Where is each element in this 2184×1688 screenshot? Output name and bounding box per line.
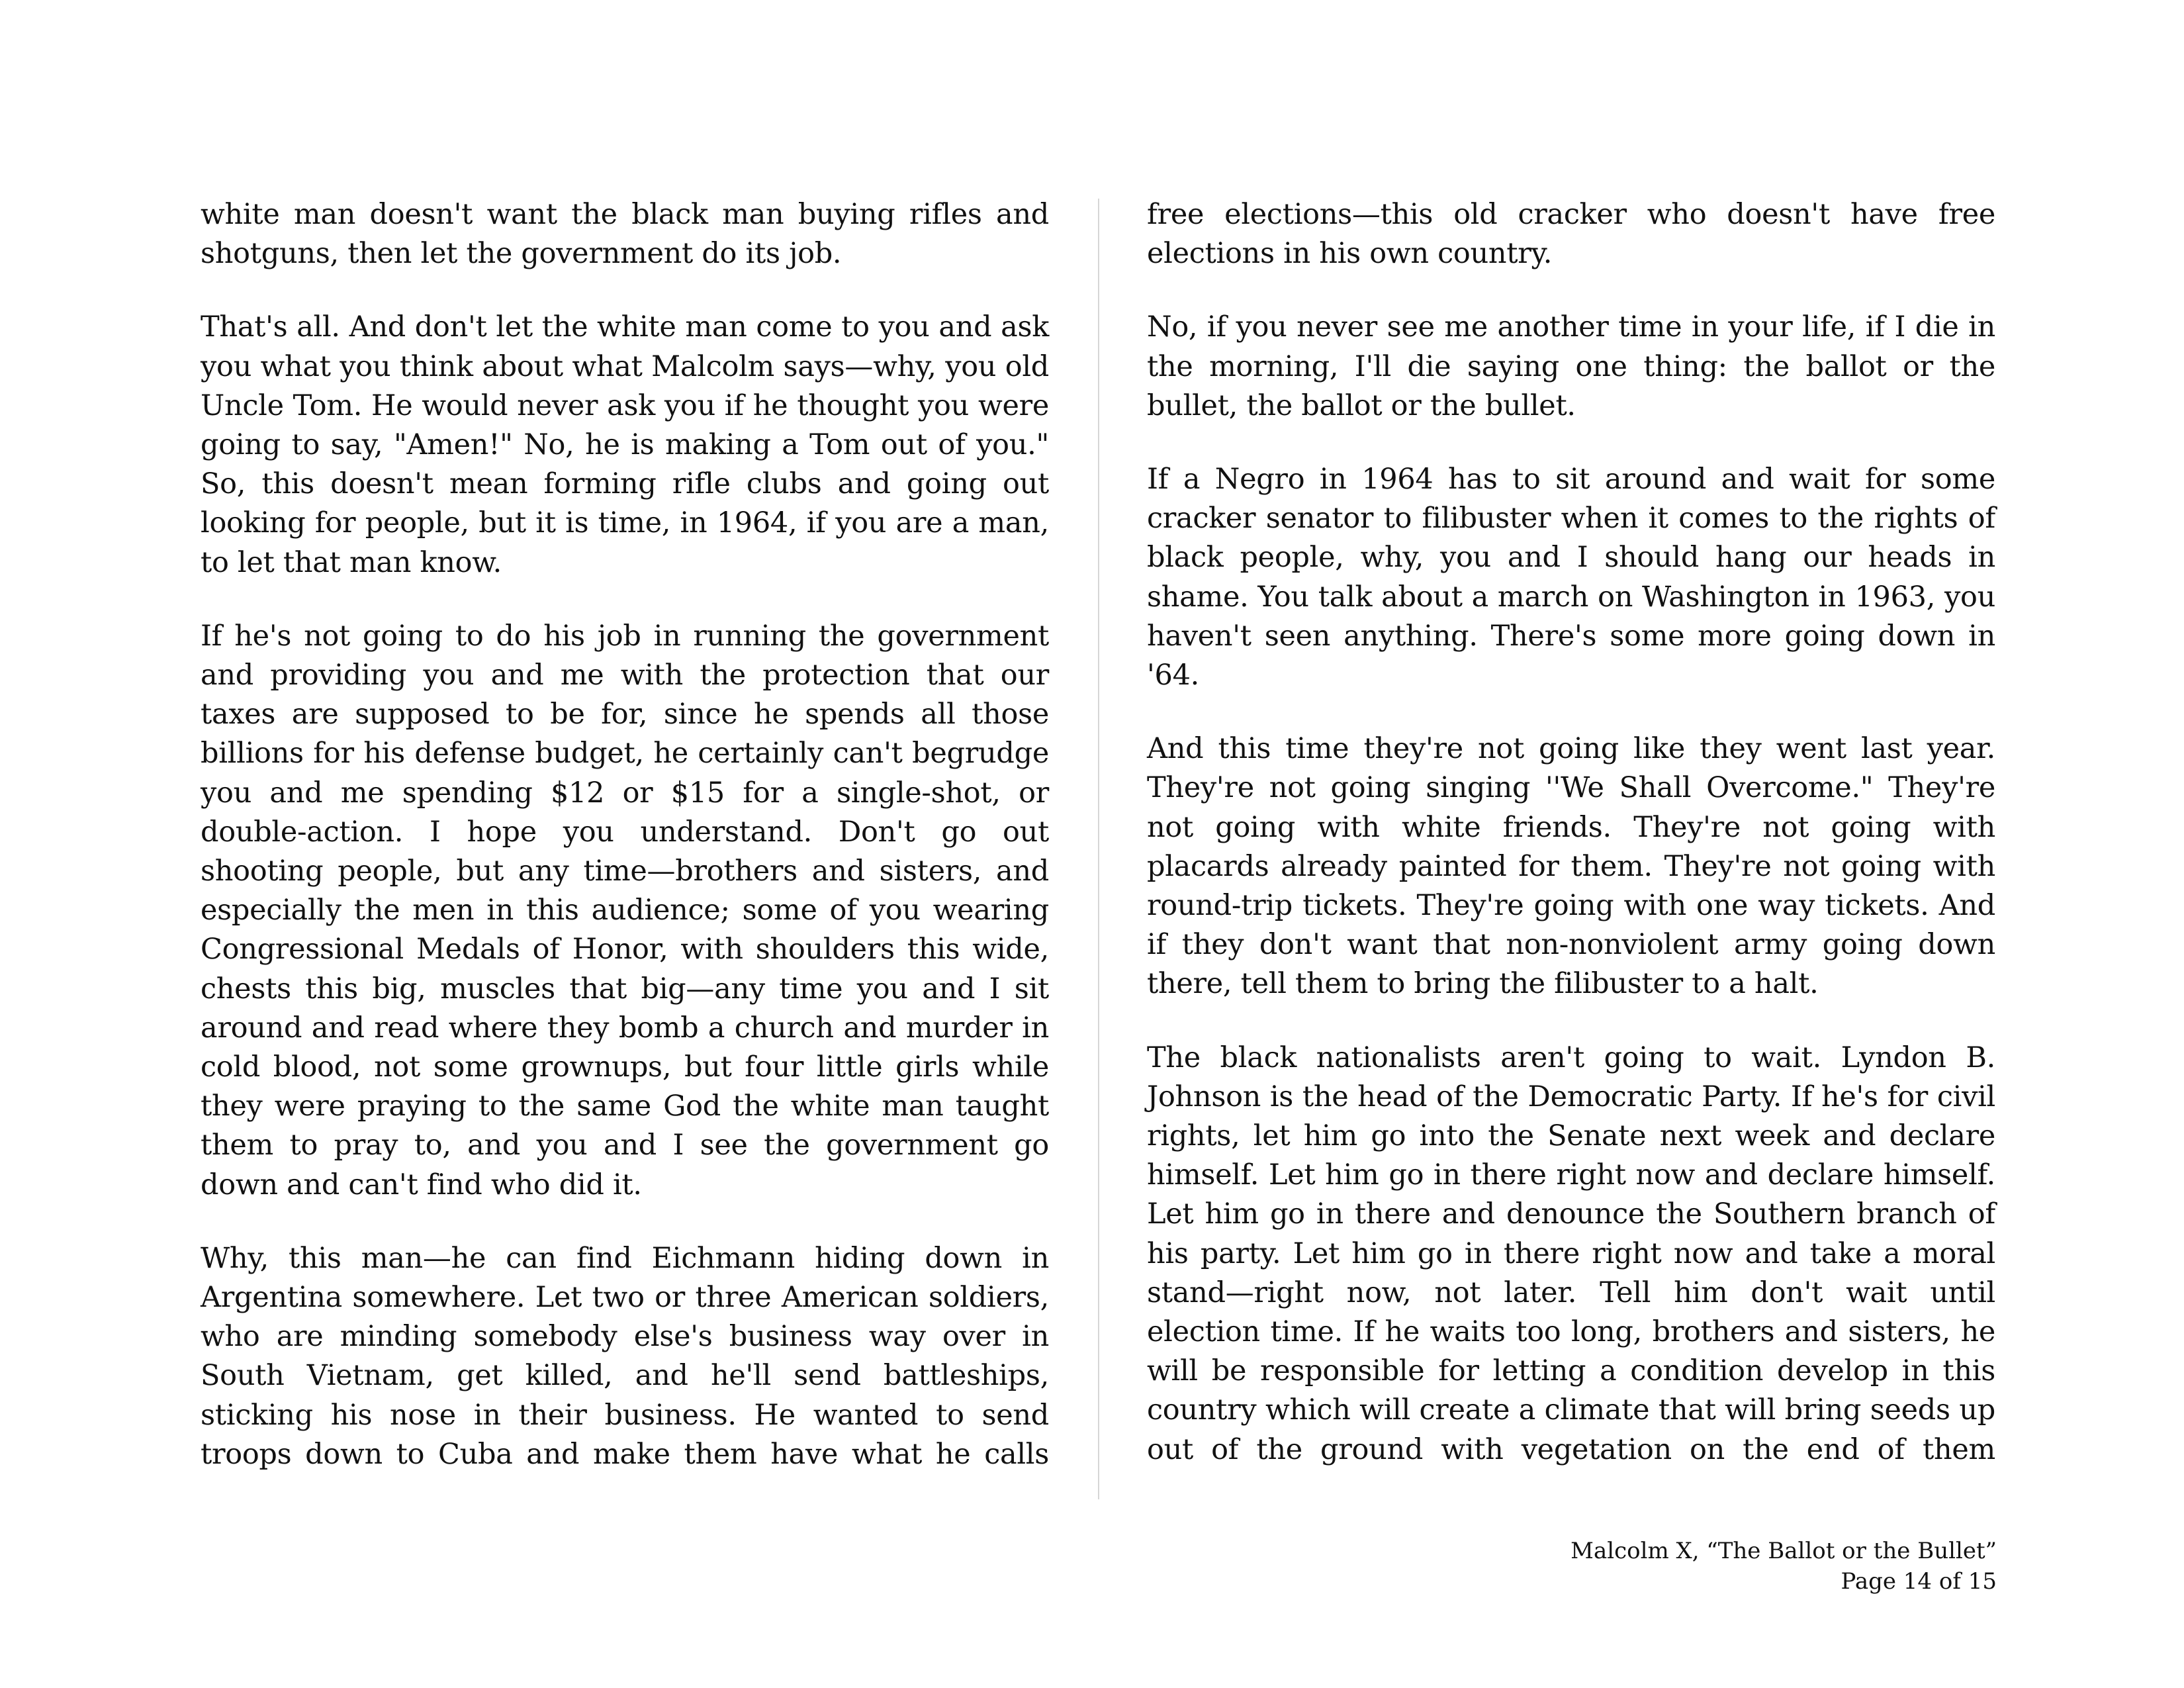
page-number: Page 14 of 15 [1841, 1568, 1997, 1595]
paragraph: That's all. And don't let the white man come to you and ask you what you think about what Malcolm says—why, you old Uncle Tom. He would never ask you if he thought you were going to say, "Amen!" No, he is making a Tom out of you." So, this doesn't mean forming rifle clubs and going out looking for people, but it is time, in 1964, if you are a man, to let that man know. [201, 310, 1049, 579]
left-column [201, 195, 1049, 1509]
paragraph: If he's not going to do his job in running the government and providing you and me with the protection that our taxes are supposed to be for, since he spends all those billions for his defense budget, he certainly can't begrudge you and me spending $12 or $15 for a single-shot, or double-action. I hope you understand. Don't go out shooting people, but any time—brothers and sisters, and especially the men in this audience; some of you wearing Congressional Medals of Honor, with shoulders this wide, chests this big, muscles that big—any time you and I sit around and read where they bomb a church and murder in cold blood, not some grownups, but four little girls while they were praying to the same God the white man taught them to pray to, and you and I see the government go down and can't find who did it. [201, 619, 1049, 1201]
paragraph: white man doesn't want the black man buying rifles and shotguns, then let the government do its job. [201, 198, 1049, 271]
paragraph: No, if you never see me another time in your life, if I die in the morning, I'll die saying one thing: the ballot or the bullet, the ballot or the bullet. [1147, 310, 1995, 422]
footer-source: Malcolm X, “The Ballot or the Bullet” [1570, 1538, 1997, 1564]
paragraph: The black nationalists aren't going to wait. Lyndon B. Johnson is the head of the Democratic Party. If he's for civil rights, let him go into the Senate next week and declare himself. Let him go in there right now and declare himself. Let him go in there and denounce the Southern branch of his party. Let him go in there right now and take a moral stand—right now, not later. Tell him don't wait until election time. If he waits too long, brothers and sisters, he will be responsible for letting a condition develop in this country which will create a climate that will bring seeds up out of the ground with vegetation on the end of them [1147, 1041, 1995, 1466]
paragraph: If a Negro in 1964 has to sit around and wait for some cracker senator to filibuster when it comes to the rights of black people, why, you and I should hang our heads in shame. You talk about a march on Washington in 1963, you haven't seen anything. There's some more going down in '64. [1147, 463, 1995, 692]
column-divider [1098, 199, 1099, 1499]
paragraph: Why, this man—he can find Eichmann hiding down in Argentina somewhere. Let two or three American soldiers, who are minding somebody else's business way over in South Vietnam, get killed, and he'll send battleships, sticking his nose in their business. He wanted to send troops down to Cuba and make them have what he calls [201, 1241, 1049, 1471]
page-footer [1570, 1536, 1997, 1597]
right-column [1147, 195, 1995, 1504]
paragraph: free elections—this old cracker who doesn't have free elections in his own country. [1147, 198, 1995, 271]
paragraph: And this time they're not going like they went last year. They're not going singing ''We Shall Overcome." They're not going with white friends. They're not going with placards already painted for them. They're not going with round-trip tickets. They're going with one way tickets. And if they don't want that non-nonviolent army going down there, tell them to bring the filibuster to a halt. [1147, 732, 1995, 1001]
